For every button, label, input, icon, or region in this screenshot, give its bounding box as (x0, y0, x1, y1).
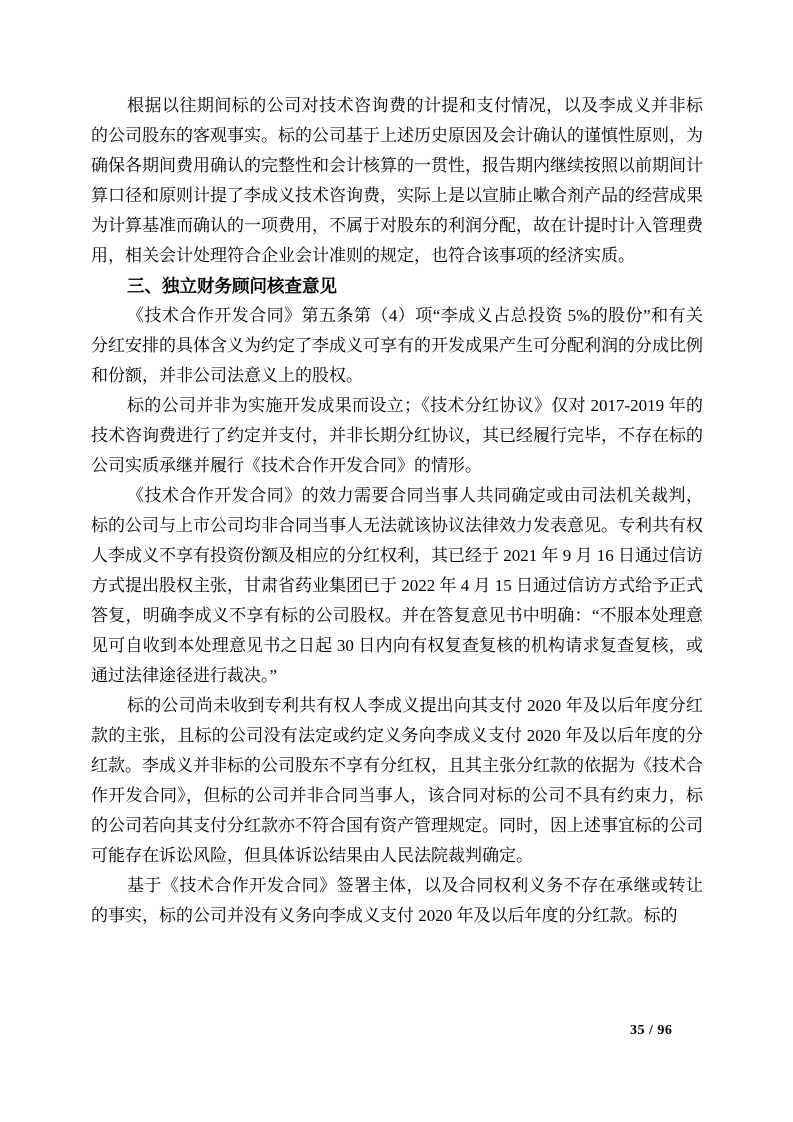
paragraph-accounting-treatment: 根据以往期间标的公司对技术咨询费的计提和支付情况，以及李成义并非标的公司股东的客观事实。标的公司基于上述历史原因及会计确认的谨慎性原则，为确保各期间费用确认的完整性和会计核算的一贯性，报告期内继续按照以前期间计算口径和原则计提了李成义技术咨询费，实际上是以宣肺止嗽合剂产品的经营成果为计算基准而确认的一项费用，不属于对股东的利润分配，故在计提时计入管理费用，相关会计处理符合企业会计准则的规定，也符合该事项的经济实质。 (91, 96, 703, 265)
paragraph-dividend-agreement-scope: 标的公司并非为实施开发成果而设立；《技术分红协议》仅对 2017-2019 年的技术咨询费进行了约定并支付，并非长期分红协议，其已经履行完毕，不存在标的公司实质承继并履行《技术合作开发合同》的情形。 (91, 396, 703, 475)
document-body (91, 91, 703, 931)
section-heading-advisor-opinion: 三、独立财务顾问核查意见 (127, 276, 337, 296)
paragraph-conclusion: 基于《技术合作开发合同》签署主体，以及合同权利义务不存在承继或转让的事实，标的公司并没有义务向李成义支付 2020 年及以后年度的分红款。标的 (91, 876, 703, 925)
paragraph-contract-validity-and-claims: 《技术合作开发合同》的效力需要合同当事人共同确定或由司法机关裁判，标的公司与上市公司均非合同当事人无法就该协议法律效力发表意见。专利共有权人李成义不享有投资份额及相应的分红权利，其已经于 2021 年 9 月 16 日通过信访方式提出股权主张，甘肃省药业集团已于 2022 年 4 月 15 日通过信访方式给予正式答复，明确李成义不享有标的公司股权。并在答复意见书中明确：“不服本处理意见可自收到本处理意见书之日起 30 日内向有权复查复核的机构请求复查复核，或通过法律途径进行裁决。” (91, 486, 703, 685)
paragraph-equity-clause-meaning: 《技术合作开发合同》第五条第（4）项“李成义占总投资 5%的股份”和有关分红安排的具体含义为约定了李成义可享有的开发成果产生可分配利润的分成比例和份额，并非公司法意义上的股权。 (91, 306, 703, 385)
paragraph-dividend-claim-analysis: 标的公司尚未收到专利共有权人李成义提出向其支付 2020 年及以后年度分红款的主张，且标的公司没有法定或约定义务向李成义支付 2020 年及以后年度的分红款。李成义并非标的公司股东不享有分红权，且其主张分红款的依据为《技术合作开发合同》，但标的公司并非合同当事人，该合同对标的公司不具有约束力，标的公司若向其支付分红款亦不符合国有资产管理规定。同时，因上述事宜标的公司可能存在诉讼风险，但具体诉讼结果由人民法院裁判确定。 (91, 696, 703, 865)
page-number: 35 / 96 (630, 1023, 673, 1038)
